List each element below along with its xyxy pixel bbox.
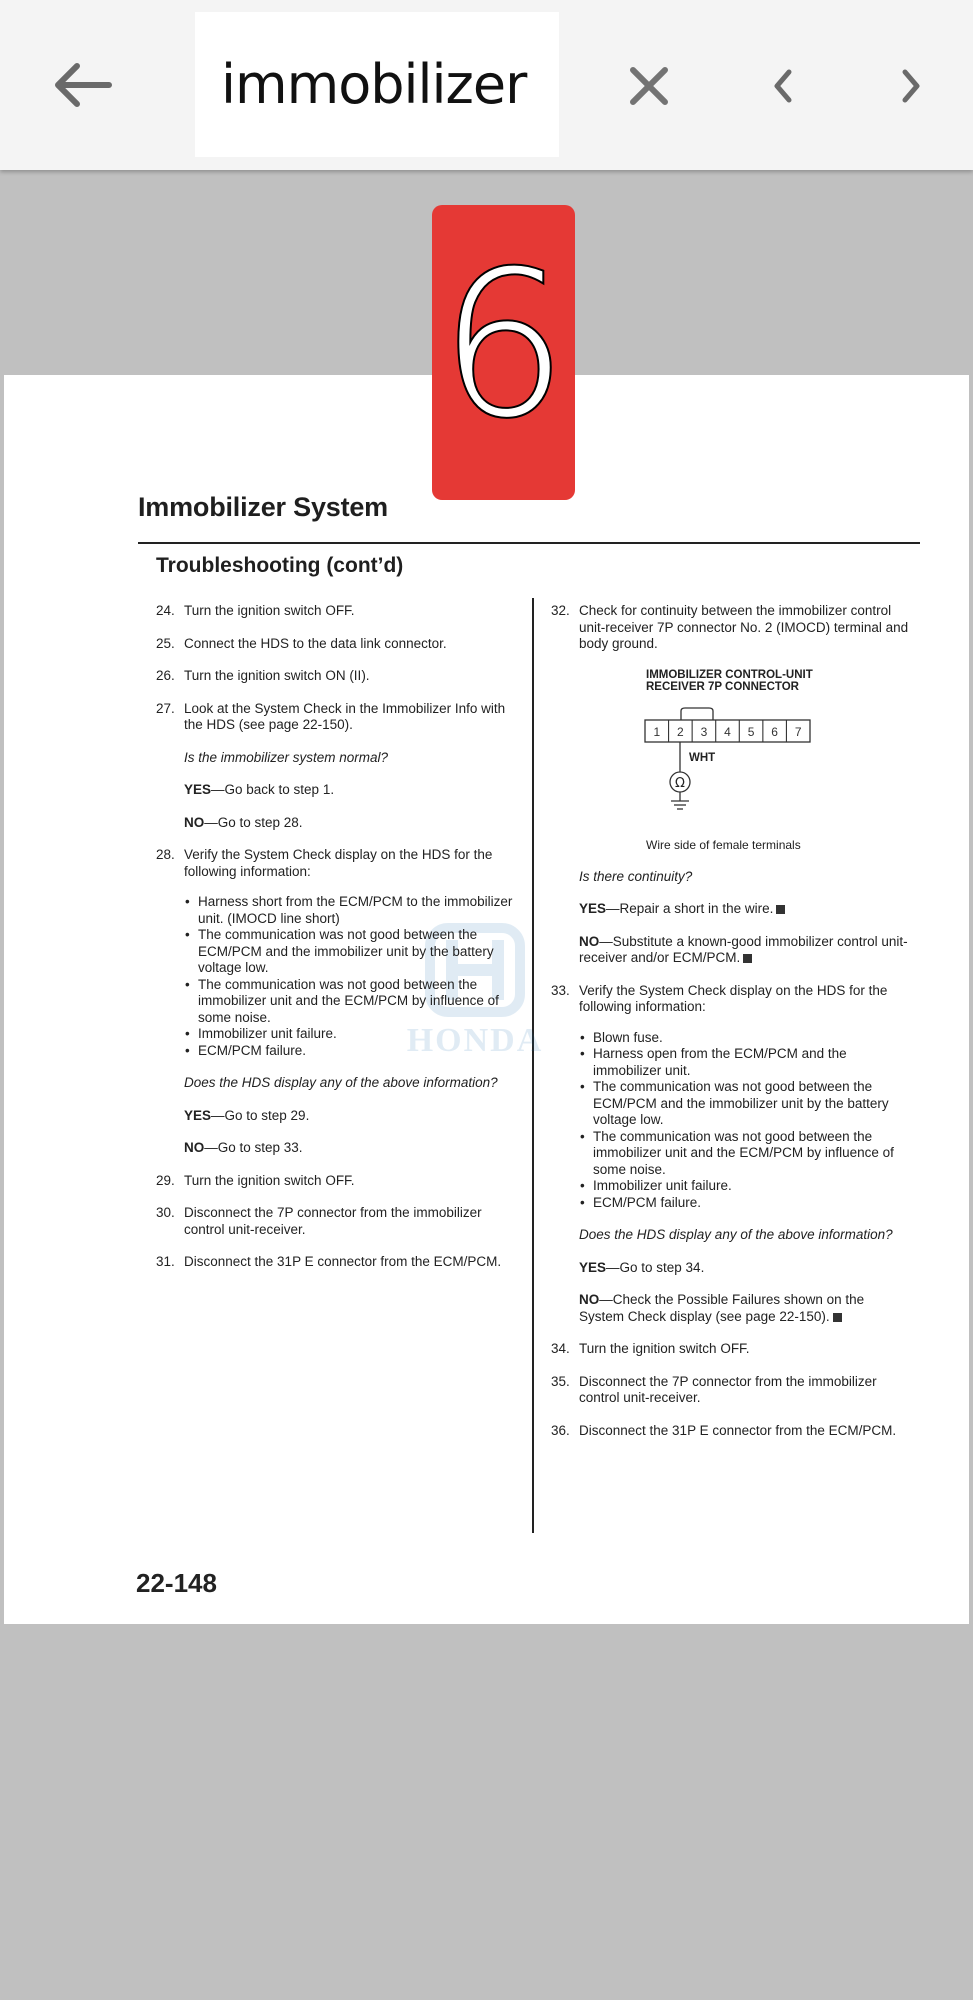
section-title: Troubleshooting (cont’d) — [156, 554, 404, 577]
step-29 — [156, 1173, 516, 1190]
diagram-caption: Wire side of female terminals — [646, 837, 801, 852]
back-button[interactable] — [48, 55, 118, 115]
list-item: • ECM/PCM failure. — [579, 1195, 911, 1212]
terminal-6: 6 — [771, 724, 778, 739]
list-item: • The communication was not good between the immobilizer unit and the ECM/PCM by influence of some noise. — [579, 1129, 911, 1179]
connector-latch — [681, 708, 713, 720]
step-text: Verify the System Check display on the HDS for the following information: — [579, 982, 888, 1014]
end-mark-icon — [833, 1313, 842, 1322]
step-30 — [156, 1205, 516, 1238]
failure-list — [579, 1030, 911, 1212]
terminal-3: 3 — [700, 724, 708, 739]
step-text: Turn the ignition switch ON (II). — [184, 668, 370, 683]
right-column — [551, 603, 911, 1455]
list-item: • The communication was not good between the immobilizer unit and the ECM/PCM by influence of some noise. — [184, 977, 516, 1027]
watermark-text: HONDA — [406, 1022, 544, 1059]
clear-search-button[interactable] — [620, 58, 678, 114]
no-answer — [579, 934, 911, 967]
step-24 — [156, 603, 516, 620]
step-35 — [551, 1374, 911, 1407]
step-question: Is there continuity? — [579, 868, 693, 884]
terminal-5: 5 — [747, 724, 755, 739]
step-text: Turn the ignition switch OFF. — [184, 1172, 355, 1188]
terminal-1: 1 — [653, 724, 661, 739]
step-question: Does the HDS display any of the above information? — [579, 1227, 893, 1242]
step-text: Disconnect the 7P connector from the immobilizer control unit-receiver. — [579, 1373, 877, 1405]
left-column — [156, 603, 516, 1287]
next-match-button[interactable] — [886, 58, 936, 114]
list-item: • The communication was not good between the ECM/PCM and the immobilizer unit by the battery voltage low. — [579, 1079, 911, 1129]
step-number: 34. — [551, 1341, 570, 1356]
diagram-title-line: RECEIVER 7P CONNECTOR — [646, 680, 799, 693]
step-number: 31. — [156, 1254, 175, 1269]
ohm-symbol: Ω — [675, 775, 685, 791]
search-input[interactable] — [195, 12, 559, 157]
step-number: 25. — [156, 635, 175, 651]
failure-list — [184, 894, 516, 1059]
list-item: • Immobilizer unit failure. — [184, 1026, 516, 1043]
step-36 — [551, 1423, 911, 1440]
step-26 — [156, 668, 516, 685]
previous-match-button[interactable] — [758, 58, 808, 114]
step-27 — [156, 701, 516, 734]
arrow-left-icon — [53, 62, 113, 108]
step-34 — [551, 1341, 911, 1358]
no-text: —Go to step 33. — [204, 1140, 303, 1155]
yes-label: YES — [579, 1259, 607, 1275]
step-number: 35. — [551, 1373, 570, 1389]
yes-label: YES — [184, 782, 212, 797]
step-number: 36. — [551, 1422, 570, 1438]
end-mark-icon — [776, 905, 785, 914]
match-count: 6 — [439, 228, 568, 462]
no-label: NO — [579, 1292, 600, 1307]
yes-label: YES — [579, 901, 607, 916]
step-number: 28. — [156, 847, 175, 862]
connector-schematic — [551, 699, 911, 829]
step-text: Turn the ignition switch OFF. — [184, 603, 355, 618]
connector-diagram — [551, 668, 911, 852]
list-item: • ECM/PCM failure. — [184, 1043, 516, 1060]
no-label: NO — [184, 1140, 205, 1155]
end-mark-icon — [743, 954, 752, 963]
step-question: Is the immobilizer system normal? — [184, 749, 389, 765]
yes-answer — [579, 901, 911, 918]
no-label: NO — [579, 933, 600, 949]
yes-label: YES — [184, 1107, 212, 1123]
step-text: Turn the ignition switch OFF. — [579, 1341, 750, 1356]
step-number: 24. — [156, 603, 175, 618]
list-item: • Immobilizer unit failure. — [579, 1178, 911, 1195]
yes-text: —Repair a short in the wire. — [606, 901, 774, 916]
no-answer — [579, 1292, 911, 1325]
step-text: Connect the HDS to the data link connector. — [184, 635, 447, 651]
diagram-title — [646, 669, 813, 693]
no-text: —Substitute a known-good immobilizer control unit-receiver and/or ECM/PCM. — [579, 933, 908, 965]
find-in-document-bar — [0, 0, 973, 170]
no-answer — [184, 1140, 516, 1157]
diagram-title-line: IMMOBILIZER CONTROL-UNIT — [646, 668, 813, 681]
page-number: 22-148 — [136, 1568, 217, 1598]
step-text: Disconnect the 31P E connector from the ECM/PCM. — [579, 1422, 897, 1438]
terminal-4: 4 — [724, 724, 731, 739]
step-number: 30. — [156, 1205, 175, 1220]
wire-color-label: WHT — [689, 751, 716, 764]
step-text: Look at the System Check in the Immobilizer Info with the HDS (see page 22-150). — [184, 700, 506, 732]
step-number: 32. — [551, 603, 570, 618]
close-icon — [629, 66, 669, 106]
step-text: Disconnect the 31P E connector from the ECM/PCM. — [184, 1254, 502, 1269]
step-text: Verify the System Check display on the HDS for the following information: — [184, 847, 493, 879]
chevron-right-icon — [899, 68, 923, 104]
list-item: • Harness open from the ECM/PCM and the immobilizer unit. — [579, 1046, 911, 1079]
chevron-left-icon — [771, 68, 795, 104]
terminal-7: 7 — [794, 724, 802, 739]
step-31 — [156, 1254, 516, 1271]
yes-text: —Go to step 29. — [211, 1107, 310, 1123]
title-divider — [138, 542, 920, 544]
list-item: • The communication was not good between the ECM/PCM and the immobilizer unit by the battery voltage low. — [184, 927, 516, 977]
terminal-2: 2 — [677, 724, 684, 739]
step-33 — [551, 983, 911, 1016]
page-title: Immobilizer System — [138, 492, 388, 522]
yes-text: —Go to step 34. — [606, 1259, 705, 1275]
step-number: 27. — [156, 700, 175, 716]
yes-answer — [184, 782, 516, 799]
yes-answer — [579, 1260, 911, 1277]
step-number: 26. — [156, 668, 175, 683]
no-text: —Go to step 28. — [204, 814, 303, 830]
step-question: Does the HDS display any of the above information? — [184, 1075, 498, 1090]
step-32 — [551, 603, 911, 653]
list-item: • Blown fuse. — [579, 1030, 911, 1047]
step-text: Check for continuity between the immobilizer control unit-receiver 7P connector No. 2 (IMOCD) terminal and body ground. — [579, 603, 909, 651]
step-number: 33. — [551, 982, 570, 998]
match-count-badge — [432, 205, 575, 500]
step-number: 29. — [156, 1172, 175, 1188]
no-text: —Check the Possible Failures shown on the System Check display (see page 22-150). — [579, 1292, 865, 1324]
ground-icon — [671, 801, 689, 809]
step-text: Disconnect the 7P connector from the immobilizer control unit-receiver. — [184, 1205, 482, 1237]
column-divider — [532, 598, 534, 1533]
step-28 — [156, 847, 516, 880]
no-answer — [184, 815, 516, 832]
no-label: NO — [184, 814, 205, 830]
yes-answer — [184, 1108, 516, 1125]
yes-text: —Go back to step 1. — [211, 782, 335, 797]
step-25 — [156, 636, 516, 653]
list-item: • Harness short from the ECM/PCM to the immobilizer unit. (IMOCD line short) — [184, 894, 516, 927]
